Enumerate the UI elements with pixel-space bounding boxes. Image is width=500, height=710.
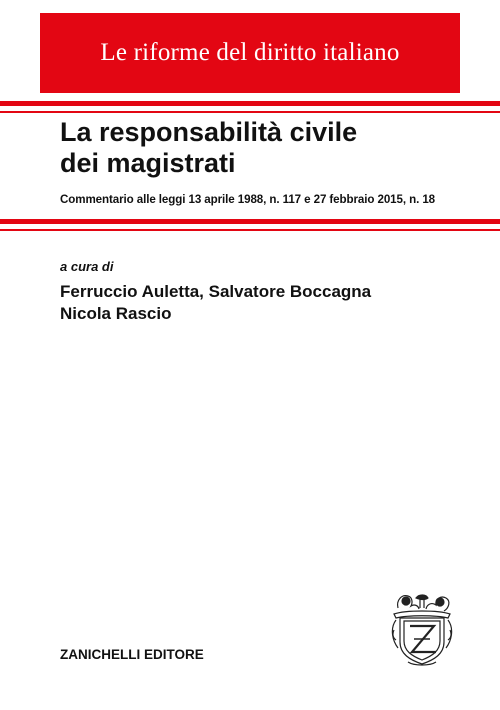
zanichelli-emblem-icon bbox=[386, 590, 458, 668]
series-band bbox=[40, 13, 460, 93]
bottom-thin-rule bbox=[0, 229, 500, 231]
curated-by-label: a cura di bbox=[60, 259, 114, 274]
editors bbox=[60, 281, 371, 325]
editors-line-1: Ferruccio Auletta, Salvatore Boccagna bbox=[60, 282, 372, 301]
publisher-name: ZANICHELLI EDITORE bbox=[60, 647, 204, 662]
book-subtitle: Commentario alle leggi 13 aprile 1988, n. 117 e 27 febbraio 2015, n. 18 bbox=[60, 193, 436, 206]
top-thick-rule bbox=[0, 101, 500, 106]
book-title-line-1: La responsabilità civile bbox=[60, 117, 358, 147]
top-thin-rule bbox=[0, 111, 500, 113]
bottom-thick-rule bbox=[0, 219, 500, 224]
series-title: Le riforme del diritto italiano bbox=[100, 39, 400, 66]
book-title-line-2: dei magistrati bbox=[60, 148, 236, 178]
book-title bbox=[60, 117, 357, 179]
editors-line-2: Nicola Rascio bbox=[60, 304, 172, 323]
